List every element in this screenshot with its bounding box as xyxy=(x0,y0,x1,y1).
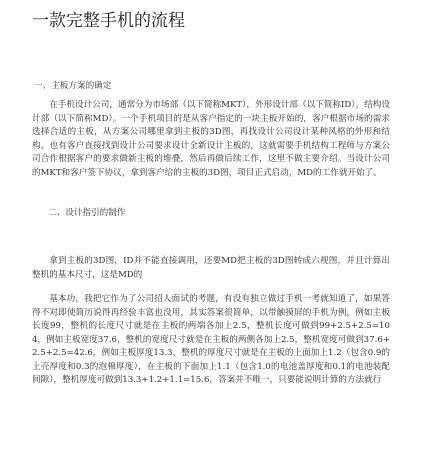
section-heading-design-guide: 二、设计指引的制作 xyxy=(48,208,126,218)
document-title: 一款完整手机的流程 xyxy=(32,11,185,31)
paragraph-board-solution: 在手机设计公司，通常分为市场部（以下简称MKT），外形设计部（以下简称ID），结构设计部（以下简称MD）。一个手机项目的是从客户指定的一块主板开始的，客户根据市场的需求选择合适的主板，从方案公司哪里拿到主板的3D图，再找设计公司设计某种风格的外形和结构。也有客户直接找到设计公司要求设计全新设计主板的，这就需要手机结构工程师与方案公司合作根据客户的要求做新主板的堆叠，然后再做后续工作，这里不做主要介绍。当设计公司的MKT和客户签下协议，拿到客户给的主板的3D图，项目正式启动，MD的工作就开始了。 xyxy=(32,100,390,178)
section-heading-board-solution: 一、主板方案的确定 xyxy=(34,81,112,91)
paragraph-dimension-calculation: 基本功，我把它作为了公司招人面试的考题，有没有独立做过手机一考就知道了，如果答得不对即使简历说得再经验丰富也没用，其实答案很简单，以带触摸屏的手机为例，例如主板长度99，整机的长度尺寸就是在主板的两端各加上2.5，整机长度可做到99+2.5+2.5=104，例如主板宽度37.6，整机的宽度尺寸就是在主板的两侧各加上2.5，整机宽度可做到37.6+2.5+2.5=42.6，例如主板厚度13.3，整机的厚度尺寸就是在主板的上面加上1.2（包含0.9的上壳厚度和0.3的泡棉厚度），在主板的下面加上1.1（包含1.0的电池盖厚度和0.1的电池装配间隙），整机厚度可做到13.3+1.2+1.1=15.6，答案并不唯一，只要能说明计算的方法就行 xyxy=(32,294,390,385)
paragraph-3d-conversion: 拿到主板的3D图，ID并不能直接调用，还要MD把主板的3D图转成六视图，并且计算出整机的基本尺寸，这是MD的 xyxy=(32,256,390,280)
